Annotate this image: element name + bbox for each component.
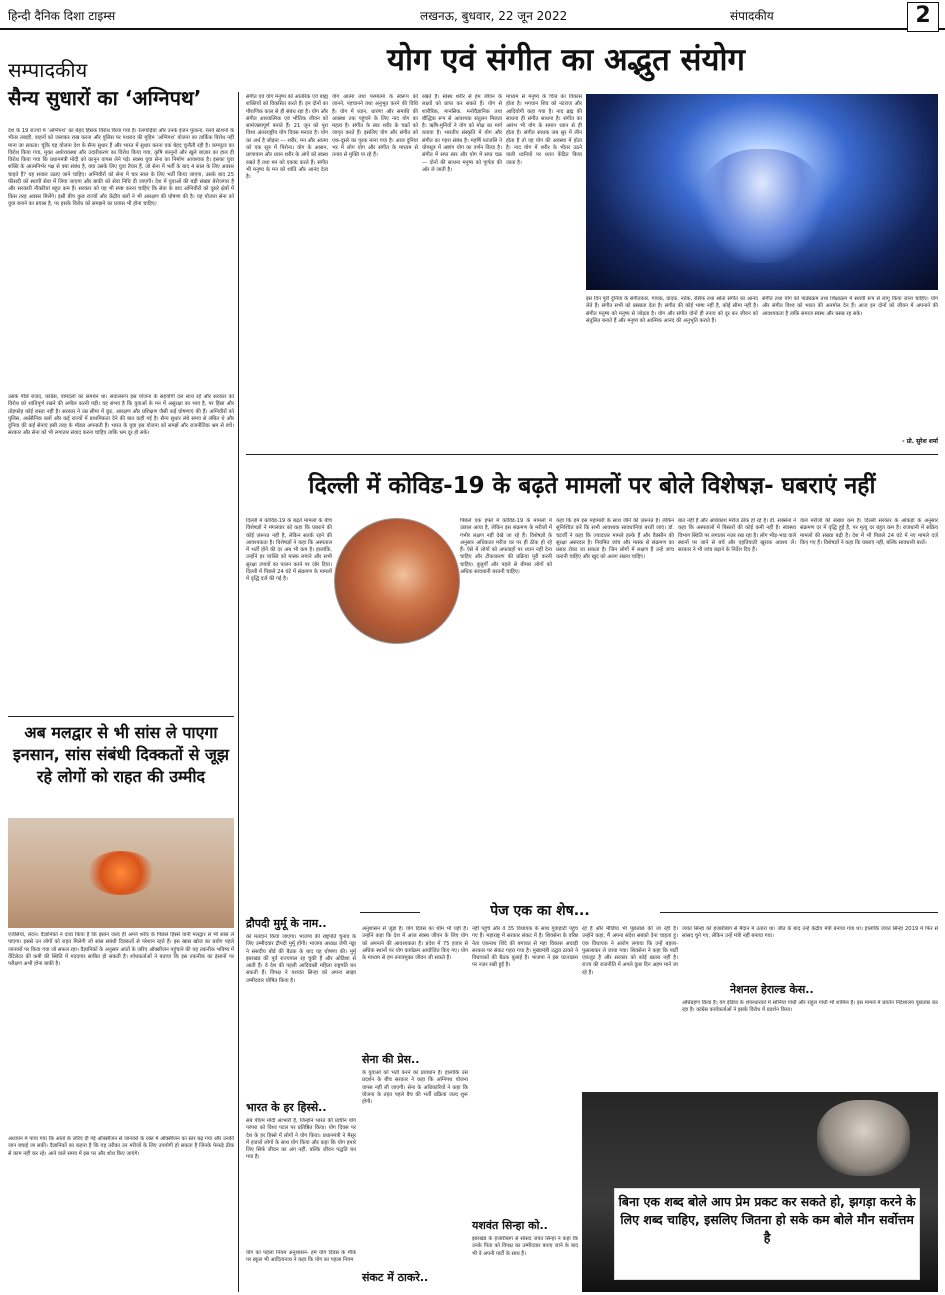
- editorial-text-1: देश के 19 राज्यों में ‘अग्निपथ’ का बेहद हिंसक विरोध किया गया है। रेलगाड़ियां और उनके इंजन फूंकना, रेलवे स्टेशनों के भीतर तबाही, वाहनों को जलाकर राख करना और पुलिस पर पथराव की मुहिम ‘अग्निपथ’ योजना का तार्किक विरोध नहीं माना जा सकता। चूंकि यह योजना देश के सैन्य सुधार हैं और भारत में सुधार करना एक बेहद चुनौती रही है। कम्प्यूटर का विरोध किया गया, मुक्त अर्थव्यवस्था और उदारीकरण का विरोध किया गया, कृषि कानूनों और खुले बाज़ार का हाल ही विरोध किया गया कि प्रधानमंत्री मोदी को कानून वापस लेने पड़े। स्वस्थ युवा सेना का निर्माण आवश्यक है। इसका युवा शक्ति के आत्मनिर्भर पक्ष से क्या संबंध है, क्या उसके लिए युवा तैयार हैं, जो सेना में भर्ती के बाद 4 साल के लिए अवसर चाहते हैं? यह सवाल उठाए जाने चाहिए। अग्निवीरों को सेना में चार साल के लिए भर्ती किया जाएगा, उसके बाद 25 फीसदी को स्थायी सेवा में लिया जाएगा और बाकी को सेवा निधि दी जाएगी। देश में युवाओं की बड़ी संख्या बेरोजगार है और सरकारी नौकरियां बहुत कम हैं। सरकार को यह भी स्पष्ट करना चाहिए कि सेवा के बाद अग्निवीरों को दूसरे क्षेत्रों में किस तरह अवसर मिलेंगे। इसी बीच कुछ राज्यों और केंद्रीय बलों ने भी आरक्षण की घोषणा की है। यह योजना सेना को युवा बनाने का प्रयास है, पर इसके विरोध को समझने का प्रयास भी होना चाहिए।: [8, 128, 234, 207]
- herald-text: अधिग्रहण किया है। यंग इंडिया के शेयरधारकों में सोनिया गांधी और राहुल गांधी भी शामिल हैं। इस मामले में प्रवर्तन निदेशालय पूछताछ कर रहा है। कांग्रेस कार्यकर्ताओं ने इसके विरोध में प्रदर्शन किया।: [682, 1000, 938, 1014]
- thackeray-headline: संकट में ठाकरे..: [362, 1271, 429, 1284]
- breath-text-1: एजेंसियां, लंदन। वैज्ञानिकों ने दावा किया है कि इंसान जल्द ही अपने शरीर के पिछले हिस्से यानी मलद्वार से भी सांस ले पाएगा। इससे उन लोगों को राहत मिलेगी जो सांस संबंधी दिक्कतों से परेशान रहते हैं। इस खास खोज का प्रयोग पहले जानवरों पर किया गया जो सफल रहा। वैज्ञानिकों के अनुसार आंतों के जरिए ऑक्सीजन पहुंचाने की यह तकनीक भविष्य में वेंटिलेटर की कमी की स्थिति में मददगार साबित हो सकती है। शोधकर्ताओं ने बताया कि इस तकनीक का इंसानों पर परीक्षण अभी होना बाकी है।: [8, 932, 234, 968]
- editorial-headline: सैन्य सुधारों का ‘अग्निपथ’: [8, 86, 202, 110]
- murmu-headline: द्रौपदी मुर्मू के नाम..: [246, 917, 327, 930]
- dateline: लखनऊ, बुधवार, 22 जून 2022: [420, 9, 568, 23]
- sena-headline: सेना की प्रेस..: [362, 1053, 420, 1066]
- later-text-4: जयंत सिन्हा को हजारीबाग से मैदान में उतारा था। जीत के बाद उन्हें केंद्रीय मंत्री बनाया गया था। हालांकि जयंत सिन्हा 2019 में फिर से सांसद चुने गए, लेकिन उन्हें मंत्री नहीं बनाया गया।: [682, 926, 938, 940]
- woman-mask-photo: [334, 518, 460, 644]
- yoga-headline: योग एवं संगीत का अद्भुत संयोग: [387, 42, 745, 78]
- herald-headline: नेशनल हेराल्ड केस..: [730, 983, 814, 996]
- covid-text-3: कहा कि हमें इस महामारी के साथ जीने की ज़रूरत है। लेकिन सुनिश्चित करें कि सभी आवश्यक सावधानियां बरती जाएं। डॉ. चटर्जी ने कहा कि ज्यादातर मामले हल्के हैं और वैक्सीन की सुरक्षा असरदार है। नियमित जांच और मास्क से संक्रमण का प्रसार रोका जा सकता है। जिन लोगों में लक्षण हैं उन्हें जांच करानी चाहिए और खुद को अलग रखना चाहिए।: [556, 518, 674, 561]
- portrait-photo: [817, 1100, 910, 1176]
- later-text-1: अनुशासन से जुड़ा है। योग दिवस का थीम भी यही है। उन्होंने कहा कि देश में आज स्वस्थ जीवन के लिए योग को अपनाने की आवश्यकता है। प्रदेश में 75 हजार से अधिक स्थानों पर योग कार्यक्रम आयोजित किए गए। योग के माध्यम से हम तनावमुक्त जीवन जी सकते हैं।: [362, 926, 468, 962]
- meditation-photo: [586, 94, 938, 290]
- editorial-label: सम्पादकीय: [8, 58, 88, 82]
- sena-text: के युवाओं को भर्ती करने का प्रावधान है। हालांकि उस प्रदर्शन के बीच सरकार ने कहा कि अग्निपथ योजना वापस नहीं ली जाएगी। सेना के अधिकारियों ने कहा कि योजना के तहत पहले बैच की भर्ती प्रक्रिया जल्द शुरू होगी।: [362, 1070, 468, 1106]
- bharat-footer: योग का पहला नियम अनुशासन- हमें योग दिवस के मौके पर स्कूल भी आदित्यनाथ ने कहा कि योग का पहला नियम: [246, 1250, 356, 1264]
- covid-text-4: बात नहीं है और अधिकांश मरीज ठीक हो रहे हैं। डॉ. सक्सेना ने कहा कि अस्पतालों में बिस्तरों की कोई कमी नहीं है। स्वास्थ्य विभाग स्थिति पर लगातार नज़र रख रहा है। लोग भीड़-भाड़ वाले स्थानों पर जाने से बचें और एहतियाती खुराक अवश्य लें। सरकार ने भी जांच बढ़ाने के निर्देश दिए हैं।: [678, 518, 796, 554]
- page-number: 2: [907, 2, 939, 32]
- breath-headline: अब मलद्वार से भी सांस ले पाएगा इनसान, सांस संबंधी दिक्कतों से जूझ रहे लोगों को राहत की उम्मीद: [13, 723, 229, 786]
- masthead-bar: [0, 0, 945, 30]
- section-rule: [8, 716, 234, 717]
- yoga-text-6: संगीत तथा योग को पाठ्यक्रम तथा शिक्षाक्रम में स्थायी रूप से लागू किया जाना चाहिए। योग और संगीत विश्व को भारत की अनमोल देन हैं। आज इन दोनों को जीवन में अपनाने की आवश्यकता है ताकि समाज स्वस्थ और प्रसन्न रह सके।: [762, 296, 938, 317]
- lungs-photo: [8, 818, 234, 928]
- yoga-byline: - प्रो. सुरेश शर्मा: [902, 438, 938, 445]
- later-text-3: रहे हैं और मीडिया भी पूछताछ की जा रही है। उन्होंने कहा, मैं अपना संदेश सबको देना चाहता हूं। एक विधायक ने आरोप लगाया कि उन्हें बहला-फुसलाकर ले जाया गया। शिवसेना ने कहा कि पार्टी एकजुट है और सरकार को कोई खतरा नहीं है। राज्य की राजनीति में अगले कुछ दिन अहम माने जा रहे हैं।: [582, 926, 678, 976]
- yoga-text-3: रखते हैं। स्वस्थ शरीर से हम जीवन के लक्ष्यों को प्राप्त कर सकते हैं। योग से शारीरिक, मानसिक, मनोवैज्ञानिक तथा बौद्धिक रूप से आवश्यक संतुलन मिलता है। ऋषि-मुनियों ने योग को मोक्ष का मार्ग बताया है। भारतीय संस्कृति में योग और संगीत का गहरा संबंध है। महर्षि पतंजलि ने योगसूत्र में अष्टांग योग का वर्णन किया है। संगीत में सप्त स्वर और योग में सप्त चक्र — दोनों की साधना मनुष्य को पूर्णता की ओर ले जाती है।: [422, 94, 502, 173]
- later-text-2: नहीं पहुंचे और वे 35 विधायक के साथ गुवाहाटी पहुंच गए हैं। महाराष्ट्र में सरकार संकट में है। शिवसेना के वरिष्ठ नेता एकनाथ शिंदे की बगावत से महा विकास अघाड़ी सरकार पर संकट गहरा गया है। मुख्यमंत्री उद्धव ठाकरे ने विधायकों की बैठक बुलाई है। भाजपा ने इस घटनाक्रम पर नज़र रखी हुई है।: [472, 926, 578, 969]
- yoga-text-4: माध्यम से मनुष्य के चित्त का विकास होता है। भगवान शिव को नटराज और आदियोगी कहा गया है। नाद ब्रह्म की साधना ही संगीत साधना है। संगीत का आरंभ भी योग के समान ध्यान से ही होता है। संगीत साधक जब सुर में लीन होता है तो वह योग की अवस्था में होता है। नाद योग में शरीर के भीतर उठने वाली ध्वनियों पर ध्यान केंद्रित किया जाता है।: [506, 94, 582, 166]
- editorial-text-2: उसके पीछे राजद, कांग्रेस, वामदलों का समर्थन था। सवालरूप इस योजना के सहयोगी दल साथ रहे और सरकार को विरोध को शांतिपूर्ण रखने की अपील करनी पड़ी। यह संभव है कि युवाओं के मन में असुरक्षा का भाव है, पर हिंसा और तोड़फोड़ कोई रास्ता नहीं है। सरकार ने उम्र सीमा में छूट, आरक्षण और प्रशिक्षण जैसी कई घोषणाएं की हैं। अग्निवीरों को पुलिस, अर्धसैनिक बलों और कई राज्यों में प्राथमिकता देने की बात कही गई है। सैन्य सुधार लंबे समय से लंबित थे और दुनिया की कई सेनाएं इसी तरह के मॉडल अपनाती हैं। भारत के युवा इस योजना को समझें और राजनीतिक भ्रम से बचें। सरकार और सेना को भी लगातार संवाद करना चाहिए ताकि भ्रम दूर हो सके।: [8, 394, 234, 437]
- yoga-text-1: संगीत एवं योग मनुष्य को आंतरिक एवं बाह्य शक्तियों को विकसित करते हैं। इन दोनों का पौराणिक काल से ही संबंध रहा है। योग और संगीत आध्यात्मिक एवं भौतिक जीवन को सामंजस्यपूर्ण बनाते हैं। 21 जून को पूरा विश्व अंतरराष्ट्रीय योग दिवस मनाता है। योग का अर्थ है जोड़ना — शरीर, मन और आत्मा को एक सूत्र में पिरोना। योग के आसन, प्राणायाम और ध्यान शरीर के अंगों को स्वस्थ रखते हैं तथा मन को एकाग्र करते हैं। संगीत भी मनुष्य के मन को शांति और आनंद देता है।: [246, 94, 328, 181]
- covid-text-5: वाले मरीजों की संख्या कम है। दिल्ली सरकार के आंकड़ों के अनुसार संक्रमण दर में वृद्धि हुई है, पर मृत्यु दर बहुत कम है। राजधानी में सक्रिय मामलों की संख्या बढ़ी है। देश में भी पिछले 24 घंटे में नए मामले दर्ज किए गए हैं। विशेषज्ञों ने कहा कि घबराएं नहीं, बल्कि सावधानी बरतें।: [800, 518, 938, 546]
- section-name: संपादकीय: [730, 9, 774, 23]
- section-rule: [246, 454, 938, 455]
- breath-text-2: अध्ययन में पाया गया कि आंतों के जरिए दी गई ऑक्सीजन से जानवरों के रक्त में ऑक्सीजन का स्तर बढ़ गया और उनकी जान बचाई जा सकी। वैज्ञानिकों का कहना है कि यह तरीका उन मरीजों के लिए उपयोगी हो सकता है जिनके फेफड़े ठीक से काम नहीं कर रहे। आने वाले समय में इस पर और शोध किए जाएंगे।: [8, 1136, 234, 1157]
- covid-text-2: पिछले एक हफ्ते में कोविड-19 के मामलों में उछाल आया है, लेकिन इस संक्रमण के मरीजों में गंभीर लक्षण नहीं देखे जा रहे हैं। विशेषज्ञों के अनुसार अधिकतर मरीज घर पर ही ठीक हो रहे हैं। ऐसे में लोगों को अफवाहों पर ध्यान नहीं देना चाहिए और टीकाकरण की प्रक्रिया पूरी करनी चाहिए। बुजुर्गों और पहले से बीमार लोगों को अधिक सावधानी बरतनी चाहिए।: [460, 518, 552, 576]
- covid-headline: दिल्ली में कोविड-19 के बढ़ते मामलों पर बोले विशेषज्ञ- घबराएं नहीं: [308, 473, 876, 499]
- band-title: पेज एक का शेष...: [420, 900, 660, 922]
- yoga-text-5: इस दिन पूरी दुनिया के संगीतकार, गायक, वादक, नर्तक, रसिक तथा श्रोता संगीत का आनंद लेते हैं। संगीत सभी को प्रसन्नता देता है। संगीत की कोई भाषा नहीं है, कोई सीमा नहीं है। संगीत मनुष्य को मनुष्य से जोड़ता है। योग और संगीत दोनों ही तनाव को दूर कर जीवन को संतुलित बनाते हैं और मनुष्य को आत्मिक आनंद की अनुभूति कराते हैं।: [586, 296, 758, 324]
- murmu-text: को मतदान किया जाएगा। भाजपा की राष्ट्रपति चुनाव के लिए उम्मीदवार द्रौपदी मुर्मू होंगी। भाजपा अध्यक्ष जेपी नड्डा ने संसदीय बोर्ड की बैठक के बाद यह घोषणा की। मुर्मू झारखंड की पूर्व राज्यपाल रह चुकी हैं और ओडिशा से आती हैं। वे देश की पहली आदिवासी महिला राष्ट्रपति बन सकती हैं। विपक्ष ने यशवंत सिन्हा को अपना साझा उम्मीदवार घोषित किया है।: [246, 934, 356, 984]
- bharat-text: सब पीएम मोदी आभारी हैं, जिन्होंने भारत की प्राचीन योग परंपरा को विश्व पटल पर प्रतिष्ठित किया। योग दिवस पर देश के हर हिस्से में लोगों ने योग किया। प्रधानमंत्री ने मैसूर में हजारों लोगों के साथ योग किया और कहा कि योग हमारे लिए सिर्फ जीवन का अंग नहीं, बल्कि जीवन पद्धति बन गया है।: [246, 1118, 356, 1161]
- yoga-text-2: योग आत्मा तथा परमात्मा के स्वरूप को जानने, पहचानने तथा अनुभूत करने की विधि है। योग में ध्यान, धारणा और समाधि की अवस्था तक पहुंचने के लिए नाद योग का महत्व है। संगीत के स्वर शरीर के चक्रों को जागृत करते हैं। इसलिए योग और संगीत को एक-दूसरे का पूरक माना गया है। आज दुनिया भर में लोग योग और संगीत के माध्यम से तनाव से मुक्ति पा रहे हैं।: [332, 94, 418, 159]
- masthead-title: हिन्दी दैनिक दिशा टाइम्स: [8, 9, 116, 23]
- osho-quote-photo: [582, 1092, 938, 1292]
- bharat-headline: भारत के हर हिस्से..: [246, 1101, 327, 1114]
- yashwant-headline: यशवंत सिन्हा को..: [472, 1219, 548, 1232]
- quote-text: बिना एक शब्द बोले आप प्रेम प्रकट कर सकते हो, झगड़ा करने के लिए शब्द चाहिए, इसलिए जितना हो सके कम बोले मौन सर्वोत्तम है: [614, 1188, 920, 1280]
- column-rule: [238, 92, 239, 1292]
- yashwant-text: झारखंड के हजारीबाग से सांसद जयंत सिन्हा ने कहा कि उनके पिता को विपक्ष का उम्मीदवार बनाए जाने के बाद भी वे अपनी पार्टी के साथ हैं।: [472, 1236, 578, 1257]
- covid-text-1: दिल्ली में कोविड-19 के बढ़ते मामलों के बीच विशेषज्ञों ने मंगलवार को कहा कि घबराने की कोई ज़रूरत नहीं है, लेकिन सतर्क रहने की आवश्यकता है। विशेषज्ञों ने कहा कि अस्पताल में भर्ती होने की दर अब भी कम है। हालांकि, उन्होंने हर व्यक्ति को मास्क लगाने और सभी सुरक्षा उपायों का पालन करने पर ज़ोर दिया। दिल्ली में पिछले 24 घंटे में संक्रमण के मामलों में वृद्धि दर्ज की गई है।: [246, 518, 332, 583]
